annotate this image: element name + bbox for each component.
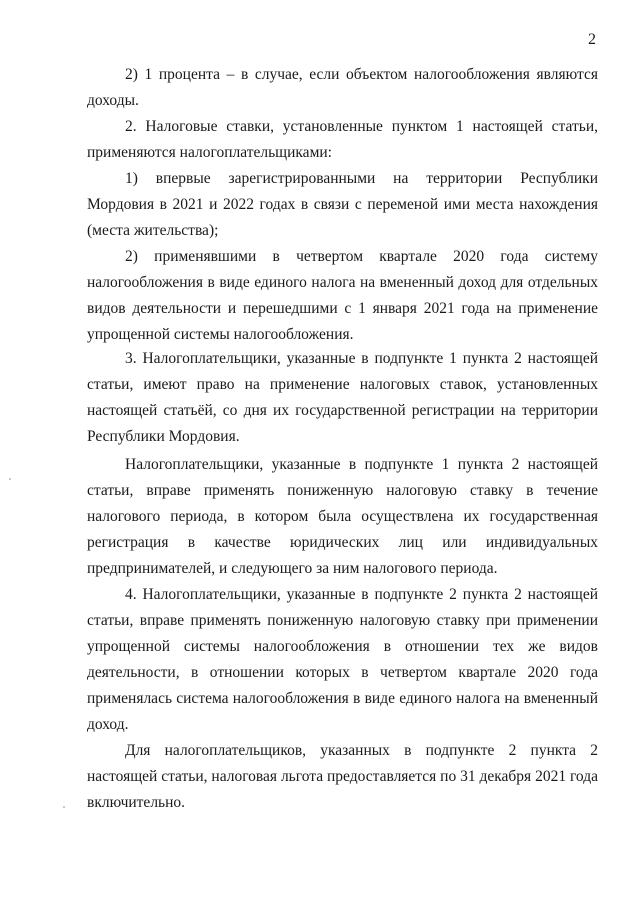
paragraph-rate-income: 2) 1 процента – в случае, если объектом налогообложения являются доходы. xyxy=(87,66,598,109)
paragraph-clause-4-benefit: Для налогоплательщиков, указанных в подпункте 2 пункта 2 настоящей статьи, налоговая льгота предоставляется по 31 декабря 2021 года включительно. xyxy=(87,742,598,811)
paragraph-subclause-2-1: 1) впервые зарегистрированными на территории Республики Мордовия в 2021 и 2022 годах в связи с переменой ими места нахождения (места жительства); xyxy=(87,170,598,239)
page-number: 2 xyxy=(588,31,596,48)
paragraph-clause-3-continued: Налогоплательщики, указанные в подпункте 1 пункта 2 настоящей статьи, вправе применять пониженную налоговую ставку в течение налогового периода, в котором была осуществлена их государственная регистрация в качестве юридических лиц или индивидуальных предпринимателей, и следующего за ним налогового периода. xyxy=(87,456,598,577)
paragraph-clause-3: 3. Налогоплательщики, указанные в подпункте 1 пункта 2 настоящей статьи, имеют право на применение налоговых ставок, установленных настоящей статьёй, со дня их государственной регистрации на территории Республики Мордовия. xyxy=(87,350,598,445)
paragraph-clause-2: 2. Налоговые ставки, установленные пунктом 1 настоящей статьи, применяются налогоплательщиками: xyxy=(87,118,598,161)
paragraph-clause-4: 4. Налогоплательщики, указанные в подпункте 2 пункта 2 настоящей статьи, вправе применять пониженную налоговую ставку при применении упрощенной системы налогообложения в отношении тех же видов деятельности, в отношении которых в четвертом квартале 2020 года применялась система налогообложения в виде единого налога на вмененный доход. xyxy=(87,586,598,733)
paragraph-subclause-2-2: 2) применявшими в четвертом квартале 2020 года систему налогообложения в виде единого налога на вмененный доход для отдельных видов деятельности и перешедшими с 1 января 2021 года на применение упрощенной системы налогообложения. xyxy=(87,248,598,343)
scan-speck xyxy=(9,478,11,480)
scan-speck xyxy=(63,806,65,808)
